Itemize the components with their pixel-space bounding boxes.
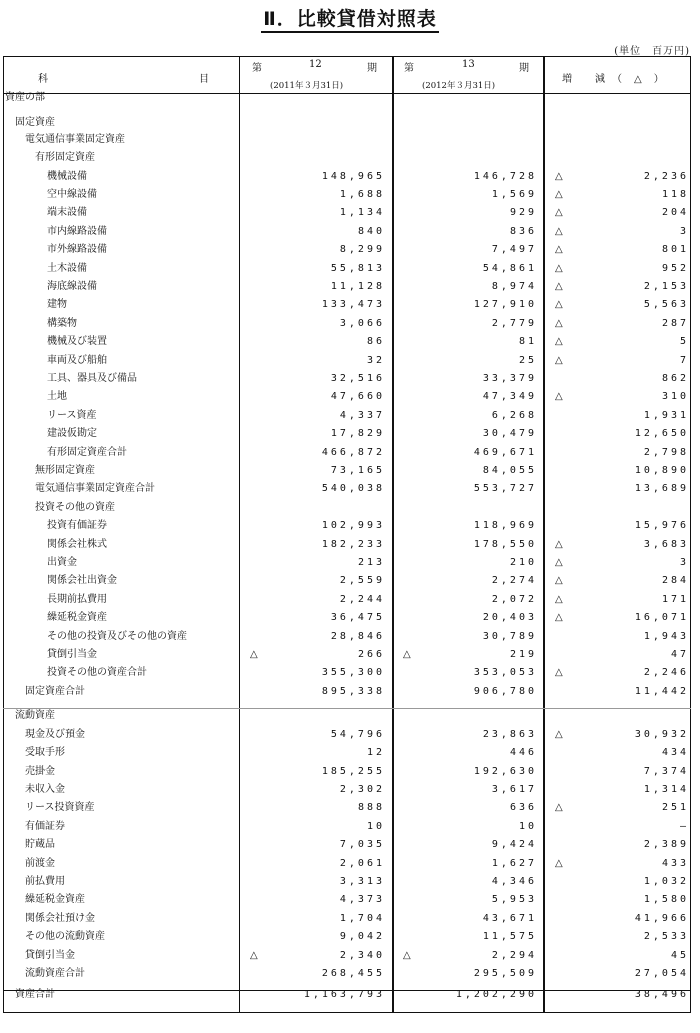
row-value-13: 146,728 (473, 171, 537, 182)
row-label: リース資産 (47, 410, 97, 421)
row-value-12: 895,338 (321, 686, 385, 697)
row-value-12: 47,660 (330, 391, 385, 402)
header-subject: 科 (38, 74, 48, 85)
table-row (3, 352, 691, 370)
table-row (3, 836, 691, 854)
row-diff-mark: △ (555, 226, 563, 237)
row-label: 車両及び船舶 (47, 355, 107, 366)
row-value-13: 81 (518, 336, 537, 347)
row-label: 貸倒引当金 (25, 950, 75, 961)
row-value-12: 8,299 (339, 244, 385, 255)
row-diff-value: 862 (661, 373, 689, 384)
row-value-12: 9,042 (339, 931, 385, 942)
row-diff-value: 1,032 (643, 876, 689, 887)
row-value-13: 446 (509, 747, 537, 758)
row-label: 関係会社出資金 (47, 575, 117, 586)
row-value-13: 118,969 (473, 520, 537, 531)
table-row (3, 536, 691, 554)
row-value-13: 47,349 (482, 391, 537, 402)
row-label: 電気通信事業固定資産合計 (35, 483, 155, 494)
row-diff-value: 287 (661, 318, 689, 329)
row-value-12: 32,516 (330, 373, 385, 384)
row-diff-value: 2,798 (643, 447, 689, 458)
page-title-text: Ⅱ．比較貸借対照表 (261, 8, 439, 33)
row-diff-value: 13,689 (634, 483, 689, 494)
row-label: 資産の部 (5, 92, 45, 103)
row-value-13: 11,575 (482, 931, 537, 942)
row-diff-mark: △ (555, 858, 563, 869)
row-value-12: 2,340 (339, 950, 385, 961)
row-label: 流動資産合計 (25, 968, 85, 979)
row-value-12: 17,829 (330, 428, 385, 439)
row-diff-value: 16,071 (634, 612, 689, 623)
row-value-12: 3,066 (339, 318, 385, 329)
row-value-12: 1,163,793 (303, 989, 385, 1000)
row-label: 端末設備 (47, 207, 87, 218)
row-diff-value: 952 (661, 263, 689, 274)
row-value-12: 54,796 (330, 729, 385, 740)
row-value-12: 2,302 (339, 784, 385, 795)
row-value-13: 219 (509, 649, 537, 660)
row-diff-mark: △ (555, 802, 563, 813)
row-diff-value: 47 (670, 649, 689, 660)
row-value-12: 73,165 (330, 465, 385, 476)
row-label: 未収入金 (25, 784, 65, 795)
row-value-12: 55,813 (330, 263, 385, 274)
row-value-13: 30,479 (482, 428, 537, 439)
row-label: 貯蔵品 (25, 839, 55, 850)
row-value-13: 1,627 (491, 858, 537, 869)
row-diff-value: 27,054 (634, 968, 689, 979)
row-value-13: 25 (518, 355, 537, 366)
row-value-13: 33,379 (482, 373, 537, 384)
row-value-13: 30,789 (482, 631, 537, 642)
table-row (3, 388, 691, 406)
header-p13-date: (2012年３月31日) (422, 81, 496, 91)
row-value-13: 178,550 (473, 539, 537, 550)
table-row (3, 609, 691, 627)
unit-note: (単位 百万円) (614, 46, 690, 57)
table-row (3, 499, 691, 517)
row-label: 投資その他の資産合計 (47, 667, 147, 678)
row-value-13: 5,953 (491, 894, 537, 905)
row-diff-value: 11,442 (634, 686, 689, 697)
row-value-13: 836 (509, 226, 537, 237)
row-label: 有価証券 (25, 821, 65, 832)
row-value-12: 888 (357, 802, 385, 813)
row-value-13: 8,974 (491, 281, 537, 292)
row-negative-mark-12: △ (250, 950, 258, 961)
row-diff-mark: △ (555, 391, 563, 402)
row-label: 構築物 (47, 318, 77, 329)
row-diff-value: 118 (661, 189, 689, 200)
row-diff-mark: △ (555, 318, 563, 329)
table-row (3, 683, 691, 701)
row-diff-value: 38,496 (634, 989, 689, 1000)
row-diff-value: 2,246 (643, 667, 689, 678)
row-diff-value: 41,966 (634, 913, 689, 924)
row-diff-value: 2,533 (643, 931, 689, 942)
row-value-13: 2,072 (491, 594, 537, 605)
row-value-13: 553,727 (473, 483, 537, 494)
row-diff-value: 1,314 (643, 784, 689, 795)
table-row (3, 591, 691, 609)
row-label: 資産合計 (15, 989, 55, 1000)
row-label: 出資金 (47, 557, 77, 568)
row-value-12: 10 (366, 821, 385, 832)
row-diff-value: 1,580 (643, 894, 689, 905)
table-row (3, 744, 691, 762)
row-value-12: 2,061 (339, 858, 385, 869)
row-value-12: 266 (357, 649, 385, 660)
row-value-13: 2,294 (491, 950, 537, 961)
header-p13-num: 13 (462, 59, 475, 70)
row-label: 現金及び預金 (25, 729, 85, 740)
row-label: 投資有価証券 (47, 520, 107, 531)
row-diff-mark: △ (555, 594, 563, 605)
header-p12-date: (2011年３月31日) (270, 81, 344, 91)
row-diff-value: 15,976 (634, 520, 689, 531)
row-diff-value: 30,932 (634, 729, 689, 740)
table-row (3, 149, 691, 167)
table-row (3, 928, 691, 946)
row-diff-value: 284 (661, 575, 689, 586)
row-value-12: 185,255 (321, 766, 385, 777)
row-diff-mark: △ (555, 336, 563, 347)
header-subject-end: 目 (199, 74, 209, 85)
row-label: 繰延税金資産 (47, 612, 107, 623)
row-diff-value: 310 (661, 391, 689, 402)
row-diff-mark: △ (555, 729, 563, 740)
table-row (3, 333, 691, 351)
row-value-12: 2,559 (339, 575, 385, 586)
table-row (3, 855, 691, 873)
table-row (3, 873, 691, 891)
header-p12-dai: 第 (252, 63, 262, 74)
table-row (3, 168, 691, 186)
row-value-12: 12 (366, 747, 385, 758)
table-row (3, 425, 691, 443)
table-row (3, 891, 691, 909)
row-diff-value: 3,683 (643, 539, 689, 550)
row-diff-mark: △ (555, 299, 563, 310)
row-label: リース投資資産 (25, 802, 95, 813)
row-value-13: 1,202,290 (455, 989, 537, 1000)
row-value-12: 148,965 (321, 171, 385, 182)
row-diff-value: 1,943 (643, 631, 689, 642)
row-diff-value: 433 (661, 858, 689, 869)
row-label: 固定資産合計 (25, 686, 85, 697)
table-row (3, 241, 691, 259)
row-label: 建物 (47, 299, 67, 310)
row-value-13: 929 (509, 207, 537, 218)
table-row (3, 407, 691, 425)
row-label: 建設仮勘定 (47, 428, 97, 439)
table-row (3, 818, 691, 836)
header-p13-dai: 第 (404, 63, 414, 74)
row-value-13: 4,346 (491, 876, 537, 887)
row-diff-value: 801 (661, 244, 689, 255)
row-diff-value: 204 (661, 207, 689, 218)
table-row (3, 131, 691, 149)
row-diff-mark: △ (555, 171, 563, 182)
row-diff-mark: △ (555, 355, 563, 366)
row-value-13: 192,630 (473, 766, 537, 777)
row-label: 長期前払費用 (47, 594, 107, 605)
row-value-13: 54,861 (482, 263, 537, 274)
row-diff-value: 3 (679, 557, 689, 568)
row-diff-value: 45 (670, 950, 689, 961)
row-label: 海底線設備 (47, 281, 97, 292)
row-diff-value: 2,389 (643, 839, 689, 850)
row-diff-mark: △ (555, 281, 563, 292)
row-negative-mark-13: △ (403, 649, 411, 660)
row-value-12: 11,128 (330, 281, 385, 292)
table-row (3, 89, 691, 107)
row-value-12: 540,038 (321, 483, 385, 494)
row-value-12: 102,993 (321, 520, 385, 531)
row-label: 機械及び装置 (47, 336, 107, 347)
table-row (3, 965, 691, 983)
header-p12-num: 12 (309, 59, 322, 70)
row-value-13: 353,053 (473, 667, 537, 678)
header-diff: 増 減 （ △ ） (562, 74, 665, 85)
row-value-12: 466,872 (321, 447, 385, 458)
table-row (3, 370, 691, 388)
table-row (3, 554, 691, 572)
row-value-13: 20,403 (482, 612, 537, 623)
row-diff-mark: △ (555, 244, 563, 255)
row-label: 土木設備 (47, 263, 87, 274)
table-row (3, 763, 691, 781)
row-diff-mark: △ (555, 667, 563, 678)
row-diff-value: 434 (661, 747, 689, 758)
row-value-12: 213 (357, 557, 385, 568)
row-diff-value: 2,236 (643, 171, 689, 182)
table-row (3, 114, 691, 132)
row-value-12: 1,134 (339, 207, 385, 218)
header-p13-ki: 期 (519, 63, 529, 74)
row-value-13: 10 (518, 821, 537, 832)
row-value-12: 28,846 (330, 631, 385, 642)
row-value-12: 3,313 (339, 876, 385, 887)
table-row (3, 278, 691, 296)
row-value-13: 2,779 (491, 318, 537, 329)
row-value-12: 7,035 (339, 839, 385, 850)
row-value-13: 3,617 (491, 784, 537, 795)
row-label: 受取手形 (25, 747, 65, 758)
row-value-13: 2,274 (491, 575, 537, 586)
row-label: 電気通信事業固定資産 (25, 134, 125, 145)
row-diff-value: 5,563 (643, 299, 689, 310)
row-diff-mark: △ (555, 539, 563, 550)
table-row (3, 204, 691, 222)
row-value-12: 182,233 (321, 539, 385, 550)
table-row (3, 664, 691, 682)
row-value-13: 43,671 (482, 913, 537, 924)
row-diff-value: ― (679, 821, 689, 832)
row-label: 機械設備 (47, 171, 87, 182)
row-value-13: 6,268 (491, 410, 537, 421)
row-value-13: 636 (509, 802, 537, 813)
row-value-12: 355,300 (321, 667, 385, 678)
row-value-12: 2,244 (339, 594, 385, 605)
row-value-12: 840 (357, 226, 385, 237)
row-label: 投資その他の資産 (35, 502, 115, 513)
row-label: その他の投資及びその他の資産 (47, 631, 187, 642)
row-label: 土地 (47, 391, 67, 402)
table-row (3, 628, 691, 646)
table-row (3, 296, 691, 314)
row-label: 流動資産 (15, 710, 55, 721)
row-value-13: 210 (509, 557, 537, 568)
table-row (3, 781, 691, 799)
row-label: 関係会社株式 (47, 539, 107, 550)
row-value-13: 84,055 (482, 465, 537, 476)
row-diff-mark: △ (555, 575, 563, 586)
row-value-12: 1,704 (339, 913, 385, 924)
row-value-13: 7,497 (491, 244, 537, 255)
row-diff-mark: △ (555, 207, 563, 218)
row-diff-value: 7 (679, 355, 689, 366)
row-value-13: 906,780 (473, 686, 537, 697)
row-label: 固定資産 (15, 117, 55, 128)
header-p12-ki: 期 (367, 63, 377, 74)
row-label: その他の流動資産 (25, 931, 105, 942)
table-row (3, 260, 691, 278)
row-negative-mark-13: △ (403, 950, 411, 961)
row-label: 前払費用 (25, 876, 65, 887)
row-value-13: 1,569 (491, 189, 537, 200)
row-diff-value: 171 (661, 594, 689, 605)
row-diff-mark: △ (555, 557, 563, 568)
row-diff-mark: △ (555, 612, 563, 623)
table-row (3, 572, 691, 590)
row-value-13: 9,424 (491, 839, 537, 850)
row-value-13: 295,509 (473, 968, 537, 979)
table-row (3, 462, 691, 480)
table-row (3, 315, 691, 333)
page-title (0, 4, 700, 31)
row-label: 繰延税金資産 (25, 894, 85, 905)
table-row (3, 223, 691, 241)
row-diff-value: 1,931 (643, 410, 689, 421)
row-value-12: 86 (366, 336, 385, 347)
row-value-12: 36,475 (330, 612, 385, 623)
row-diff-mark: △ (555, 263, 563, 274)
table-row (3, 444, 691, 462)
row-diff-value: 2,153 (643, 281, 689, 292)
row-diff-value: 251 (661, 802, 689, 813)
row-value-12: 268,455 (321, 968, 385, 979)
table-row (3, 646, 691, 664)
table-row (3, 707, 691, 725)
row-value-12: 4,337 (339, 410, 385, 421)
row-label: 貸倒引当金 (47, 649, 97, 660)
row-value-12: 32 (366, 355, 385, 366)
table-row (3, 186, 691, 204)
table-row (3, 517, 691, 535)
table-row (3, 480, 691, 498)
row-value-12: 1,688 (339, 189, 385, 200)
row-value-13: 127,910 (473, 299, 537, 310)
row-diff-value: 10,890 (634, 465, 689, 476)
row-label: 関係会社預け金 (25, 913, 95, 924)
row-label: 有形固定資産合計 (47, 447, 127, 458)
row-value-13: 23,863 (482, 729, 537, 740)
row-label: 空中線設備 (47, 189, 97, 200)
row-label: 工具、器具及び備品 (47, 373, 137, 384)
row-value-13: 469,671 (473, 447, 537, 458)
table-row (3, 910, 691, 928)
row-diff-value: 12,650 (634, 428, 689, 439)
row-value-12: 4,373 (339, 894, 385, 905)
row-label: 前渡金 (25, 858, 55, 869)
row-label: 市内線路設備 (47, 226, 107, 237)
row-label: 市外線路設備 (47, 244, 107, 255)
table-row (3, 799, 691, 817)
row-label: 無形固定資産 (35, 465, 95, 476)
row-diff-value: 5 (679, 336, 689, 347)
table-row (3, 986, 691, 1004)
row-diff-mark: △ (555, 189, 563, 200)
row-label: 有形固定資産 (35, 152, 95, 163)
row-diff-value: 7,374 (643, 766, 689, 777)
row-label: 売掛金 (25, 766, 55, 777)
table-row (3, 726, 691, 744)
row-negative-mark-12: △ (250, 649, 258, 660)
table-row (3, 947, 691, 965)
row-value-12: 133,473 (321, 299, 385, 310)
row-diff-value: 3 (679, 226, 689, 237)
